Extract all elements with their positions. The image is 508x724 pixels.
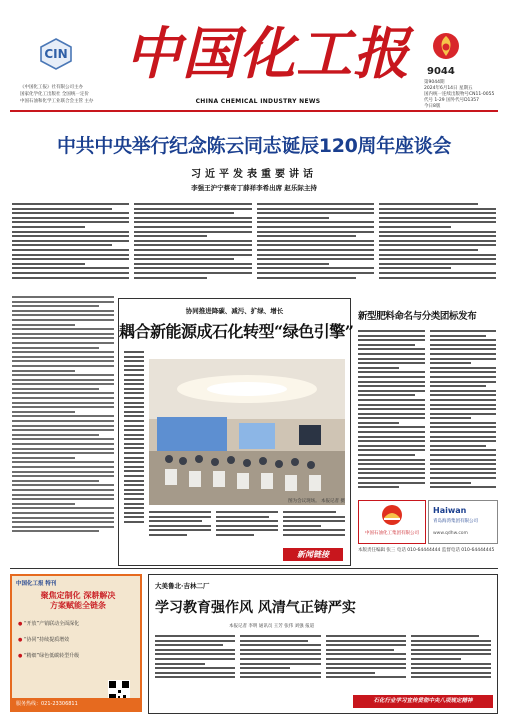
haiwan-ad[interactable]: [428, 500, 498, 544]
sinopec-ad-text: 中国石油化工集团有限公司: [365, 531, 419, 536]
bottom-byline: 本报记者 李明 通讯员 王芳 张伟 刘强 报道: [229, 624, 315, 629]
feature-stamp: 新闻链接: [283, 548, 343, 561]
promo-hotline: 服务热线：021-23306811: [16, 701, 78, 707]
bottom-story-box: [148, 574, 498, 714]
promo-title: 聚焦定制化 深耕解决方案赋能全链条: [40, 591, 116, 610]
text-column: [283, 511, 345, 547]
text-column: [124, 351, 144, 526]
promo-item: [18, 652, 134, 659]
info-line: 国内统一连续出版物号CN11-0055: [424, 92, 495, 97]
promo-bullet-icon: ●: [18, 621, 23, 627]
haiwan-ad-text: 青岛海湾集团有限公司: [433, 519, 478, 524]
haiwan-url: www.qdhw.com: [433, 531, 468, 536]
feature-box: [118, 298, 354, 566]
promo-item: [18, 620, 134, 627]
haiwan-brand: Haiwan: [433, 506, 467, 515]
masthead-left-info: [20, 84, 120, 105]
sinopec-logo-icon: [380, 504, 404, 526]
info-line: 今日8版: [424, 104, 441, 109]
info-line: 代号 1-29 国外代号D1357: [424, 98, 479, 103]
info-line: 2024年6月14日 星期五: [424, 86, 473, 91]
promo-bullet-icon: ●: [18, 637, 23, 643]
masthead-right-info: [424, 80, 502, 110]
promo-box[interactable]: [10, 574, 142, 712]
text-column: [12, 203, 129, 293]
promo-bullet-icon: ●: [18, 653, 23, 659]
text-column: [379, 203, 496, 293]
text-column: [216, 511, 278, 547]
issue-number: 9044: [427, 66, 455, 77]
text-column: [149, 511, 211, 547]
bottom-body-columns: [155, 635, 491, 691]
promo-header: 中国化工报 特刊: [16, 581, 57, 587]
text-column: [430, 330, 497, 496]
text-column: [257, 203, 374, 293]
lead-headline: 中共中央举行纪念陈云同志诞辰120周年座谈会: [56, 135, 452, 157]
feature-body-columns: [149, 511, 345, 547]
flame-emblem-icon: [431, 30, 461, 62]
bottom-kicker: 大美鲁北·吉林二厂: [155, 582, 210, 590]
section-rule: [10, 568, 498, 569]
bottom-stamp: 石化行业学习宣传贯彻中央八项规定精神: [353, 695, 493, 708]
lead-body-columns: [12, 203, 496, 293]
promo-item-label: “精细”绿色低碳转型升级: [23, 653, 80, 659]
text-column: [134, 203, 251, 293]
conference-photo: [149, 359, 345, 505]
sinopec-ad[interactable]: [358, 500, 426, 544]
info-line: 《中国化工报》社有限公司主办: [20, 85, 83, 90]
cin-logo-text: CIN: [44, 47, 68, 61]
promo-item: [18, 636, 134, 643]
info-line: 第9044期: [424, 80, 445, 85]
feature-headline: 耦合新能源成石化转型“绿色引擎”: [119, 322, 354, 341]
bottom-headline: 学习教育强作风 风清气正铸严实: [155, 600, 356, 616]
side-headline: 新型肥料命名与分类团标发布: [358, 311, 477, 322]
text-column: [155, 635, 235, 691]
left-column: [12, 296, 114, 561]
text-column: [240, 635, 320, 691]
cin-logo: [38, 38, 74, 70]
masthead-rule: [10, 110, 498, 112]
text-column: [358, 330, 425, 496]
promo-item-label: “开放”产销联动全面深化: [23, 621, 80, 627]
info-line: 中国石油和化学工业联合会主管 主办: [20, 99, 94, 104]
english-title: CHINA CHEMICAL INDUSTRY NEWS: [195, 98, 321, 105]
info-line: 国家化学化工出版社 全国统一定价: [20, 92, 89, 97]
newspaper-title: 中国化工报: [125, 21, 410, 87]
feature-kicker: 协同推进降碳、减污、扩绿、增长: [185, 307, 284, 315]
lead-subhead: 习近平发表重要讲话: [191, 169, 317, 180]
promo-item-label: “协同”持续提质增效: [23, 637, 70, 643]
side-body-columns: [358, 330, 496, 496]
text-column: [326, 635, 406, 691]
promo-footer: [12, 698, 140, 710]
masthead: [0, 0, 508, 110]
lead-subhead-secondary: 李强王沪宁蔡奇丁薛祥李希出席 赵乐际主持: [191, 184, 317, 192]
text-column: [12, 296, 114, 532]
side-contact: 本版责任编辑 张三 电话 010-64444444 监督电话 010-64444445: [358, 548, 495, 553]
text-column: [411, 635, 491, 691]
photo-caption: 图为会议现场。 本报记者 摄: [288, 499, 345, 504]
